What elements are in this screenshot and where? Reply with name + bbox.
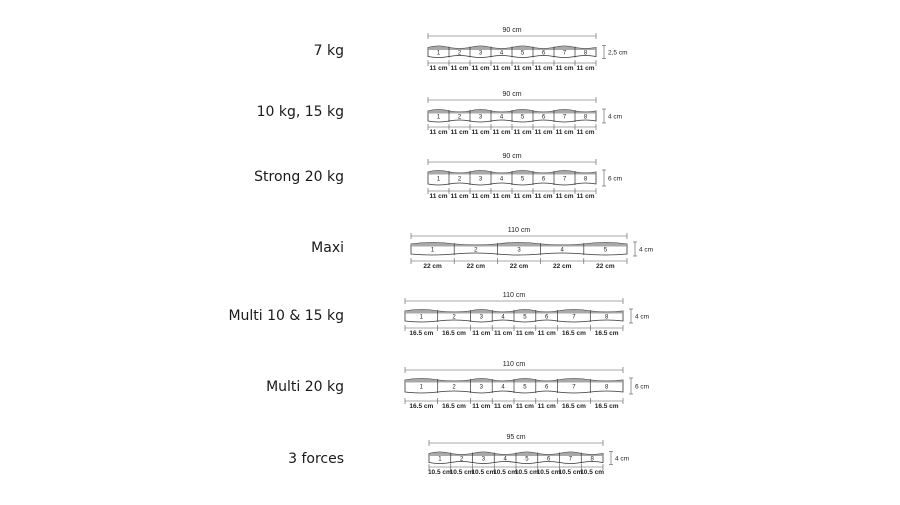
loop-number: 7 <box>562 50 567 57</box>
loop-number: 5 <box>523 384 527 391</box>
segment-length-label: 11 cm <box>492 129 511 136</box>
loop-number: 4 <box>560 247 564 254</box>
segment-length-label: 10.5 cm <box>536 469 561 476</box>
loop-number: 2 <box>457 176 462 183</box>
loop-number: 1 <box>436 176 441 183</box>
loop-number: 3 <box>481 456 486 463</box>
segment-length-label: 16.5 cm <box>562 403 586 410</box>
segment-length-label: 11 cm <box>494 403 513 410</box>
loop-number: 4 <box>501 314 505 321</box>
loop-number: 8 <box>604 384 609 391</box>
loop-number: 7 <box>562 176 567 183</box>
segment-length-label: 11 cm <box>450 65 469 72</box>
segment-length-label: 11 cm <box>537 330 556 337</box>
segment-length-label: 16.5 cm <box>442 403 466 410</box>
loop-number: 6 <box>541 114 546 121</box>
loop-number: 5 <box>520 114 525 121</box>
segment-length-label: 11 cm <box>534 129 553 136</box>
segment-length-label: 11 cm <box>534 65 553 72</box>
segment-length-label: 16.5 cm <box>409 330 434 337</box>
length-label: 110 cm <box>507 227 531 234</box>
loop-number: 6 <box>546 456 551 463</box>
band-row <box>405 292 649 337</box>
segment-length-label: 10.5 cm <box>558 469 583 476</box>
segment-length-label: 10.5 cm <box>493 469 518 476</box>
band-label: Multi 10 & 15 kg <box>228 308 344 324</box>
loop-number: 2 <box>474 247 478 254</box>
segment-length-label: 11 cm <box>555 65 574 72</box>
loop-number: 5 <box>523 314 527 321</box>
loop-number: 3 <box>479 384 483 391</box>
loop-number: 6 <box>541 50 546 57</box>
segment-length-label: 10.5 cm <box>514 469 539 476</box>
length-label: 110 cm <box>502 361 526 368</box>
segment-length-label: 16.5 cm <box>442 330 466 337</box>
segment-length-label: 22 cm <box>552 263 572 270</box>
loop-number: 4 <box>501 384 505 391</box>
segment-length-label: 16.5 cm <box>409 403 434 410</box>
length-label: 90 cm <box>502 91 522 98</box>
loop-number: 5 <box>520 176 525 183</box>
segment-length-label: 22 cm <box>466 263 486 270</box>
band-row <box>428 434 629 476</box>
segment-length-label: 11 cm <box>472 330 491 337</box>
band-row <box>428 153 622 200</box>
segment-length-label: 16.5 cm <box>594 403 619 410</box>
loop-number: 3 <box>478 50 483 57</box>
segment-length-label: 22 cm <box>423 263 442 270</box>
band-label: Multi 20 kg <box>266 379 344 395</box>
loop-number: 1 <box>436 50 441 57</box>
loop-number: 5 <box>525 456 529 463</box>
loop-number: 6 <box>545 314 549 321</box>
band-label: Maxi <box>311 240 344 256</box>
segment-length-label: 10.5 cm <box>471 469 496 476</box>
loop-number: 7 <box>568 456 573 463</box>
loop-number: 3 <box>479 314 483 321</box>
width-label: 6 cm <box>608 175 623 183</box>
loop-number: 4 <box>503 456 507 463</box>
loop-number: 6 <box>545 384 549 391</box>
loop-number: 1 <box>438 456 442 463</box>
loop-number: 3 <box>478 176 483 183</box>
loop-number: 2 <box>452 314 456 321</box>
width-label: 4 cm <box>615 455 630 463</box>
loop-number: 1 <box>436 114 441 121</box>
loop-number: 4 <box>499 50 504 57</box>
width-label: 4 cm <box>608 113 623 121</box>
band-shading <box>411 243 627 247</box>
loop-number: 3 <box>478 114 483 121</box>
segment-length-label: 11 cm <box>513 193 532 200</box>
band-row <box>428 91 622 136</box>
loop-number: 2 <box>459 456 464 463</box>
width-label: 4 cm <box>639 246 654 254</box>
segment-length-label: 11 cm <box>534 193 553 200</box>
loop-number: 8 <box>583 176 588 183</box>
band-row <box>428 27 628 72</box>
segment-length-label: 11 cm <box>576 129 595 136</box>
band-row <box>405 361 649 410</box>
segment-length-label: 10.5 cm <box>427 469 452 476</box>
loop-number: 4 <box>499 114 504 121</box>
loop-number: 8 <box>583 50 588 57</box>
length-label: 110 cm <box>502 292 526 299</box>
loop-number: 2 <box>452 384 456 391</box>
segment-length-label: 22 cm <box>596 263 615 270</box>
segment-length-label: 22 cm <box>509 263 529 270</box>
segment-length-label: 11 cm <box>515 403 534 410</box>
loop-number: 2 <box>457 114 462 121</box>
loop-number: 8 <box>583 114 588 121</box>
loop-number: 1 <box>419 314 424 321</box>
segment-length-label: 16.5 cm <box>594 330 619 337</box>
loop-number: 6 <box>541 176 546 183</box>
loop-number: 4 <box>499 176 504 183</box>
segment-length-label: 11 cm <box>450 129 469 136</box>
band-row <box>411 227 653 270</box>
loop-number: 8 <box>590 456 594 463</box>
loop-number: 7 <box>562 114 567 121</box>
segment-length-label: 10.5 cm <box>580 469 605 476</box>
loop-number: 3 <box>517 247 521 254</box>
segment-length-label: 11 cm <box>555 193 574 200</box>
segment-length-label: 11 cm <box>429 65 448 72</box>
width-label: 2,5 cm <box>608 49 628 57</box>
segment-length-label: 11 cm <box>513 129 532 136</box>
loop-number: 8 <box>604 314 609 321</box>
length-label: 95 cm <box>506 434 526 441</box>
segment-length-label: 11 cm <box>471 65 490 72</box>
length-label: 90 cm <box>502 27 522 34</box>
segment-length-label: 11 cm <box>576 65 595 72</box>
width-label: 6 cm <box>635 383 650 391</box>
loop-number: 5 <box>603 247 608 254</box>
loop-number: 5 <box>520 50 525 57</box>
band-label: Strong 20 kg <box>254 169 344 185</box>
segment-length-label: 11 cm <box>429 193 448 200</box>
segment-length-label: 11 cm <box>515 330 534 337</box>
segment-length-label: 11 cm <box>513 65 532 72</box>
length-label: 90 cm <box>502 153 522 160</box>
band-label: 7 kg <box>313 43 344 59</box>
band-label: 10 kg, 15 kg <box>256 104 344 120</box>
segment-length-label: 11 cm <box>471 193 490 200</box>
segment-length-label: 11 cm <box>576 193 595 200</box>
segment-length-label: 11 cm <box>471 129 490 136</box>
segment-length-label: 11 cm <box>472 403 491 410</box>
segment-length-label: 11 cm <box>537 403 556 410</box>
band-label: 3 forces <box>288 451 344 467</box>
loop-number: 2 <box>457 50 462 57</box>
segment-length-label: 11 cm <box>494 330 513 337</box>
loop-number: 7 <box>572 384 576 391</box>
segment-length-label: 11 cm <box>555 129 574 136</box>
segment-length-label: 16.5 cm <box>562 330 586 337</box>
loop-number: 1 <box>419 384 424 391</box>
segment-length-label: 10.5 cm <box>449 469 474 476</box>
segment-length-label: 11 cm <box>450 193 469 200</box>
segment-length-label: 11 cm <box>492 65 511 72</box>
loop-number: 7 <box>572 314 576 321</box>
loop-number: 1 <box>430 247 435 254</box>
segment-length-label: 11 cm <box>492 193 511 200</box>
segment-length-label: 11 cm <box>429 129 448 136</box>
width-label: 4 cm <box>635 313 650 321</box>
